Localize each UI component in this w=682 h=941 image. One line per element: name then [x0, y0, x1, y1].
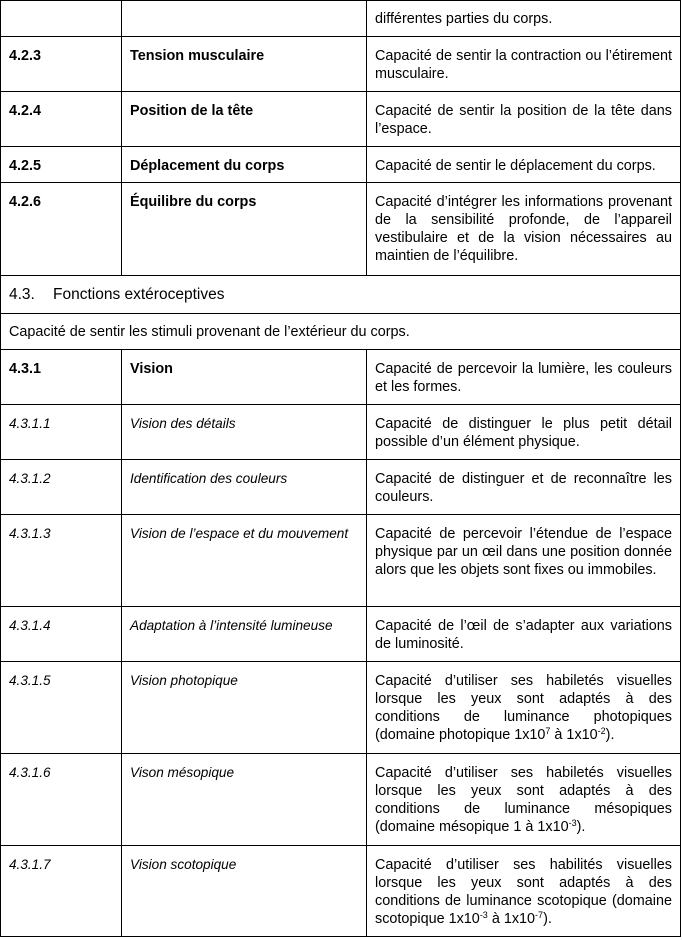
description-cell: Capacité de sentir la position de la tête dans l’espace.: [367, 92, 681, 147]
table-row: [1, 754, 681, 846]
table-row: [1, 183, 681, 276]
description-text: Capacité d’utiliser ses habilités visuelles lorsque les yeux sont adaptés à des conditions de luminance scotopique (domaine scotopique 1x10: [375, 857, 672, 927]
code-cell: 4.3.1.5: [1, 662, 122, 754]
description-cell: Capacité de percevoir la lumière, les couleurs et les formes.: [367, 350, 681, 405]
code-cell: [1, 1, 122, 37]
table-row: [1, 405, 681, 460]
table-row: [1, 92, 681, 147]
code-cell: 4.3.1.4: [1, 607, 122, 662]
description-text: ).: [605, 727, 615, 743]
table-row: [1, 662, 681, 754]
description-text: ).: [576, 819, 586, 835]
description-cell: Capacité de sentir le déplacement du corps.: [367, 147, 681, 183]
description-cell: Capacité de l’œil de s’adapter aux variations de luminosité.: [367, 607, 681, 662]
name-cell: Vision des détails: [122, 405, 367, 460]
section-heading: [1, 276, 681, 314]
name-cell: [122, 1, 367, 37]
description-cell: Capacité d’intégrer les informations provenant de la sensibilité profonde, de l’appareil vestibulaire et de la vision nécessaires au maintien de l’équilibre.: [367, 183, 681, 276]
code-cell: 4.3.1.3: [1, 515, 122, 607]
table-row: [1, 515, 681, 607]
description-text: Capacité d’utiliser ses habiletés visuelles lorsque les yeux sont adaptés à des conditions de luminance mésopiques (domaine mésopique 1 à 1x10: [375, 765, 672, 835]
name-cell: Identification des couleurs: [122, 460, 367, 515]
table-row: [1, 37, 681, 92]
name-cell: Tension musculaire: [122, 37, 367, 92]
code-cell: 4.2.5: [1, 147, 122, 183]
code-cell: 4.3.1.6: [1, 754, 122, 846]
code-cell: 4.3.1.1: [1, 405, 122, 460]
code-cell: 4.3.1.2: [1, 460, 122, 515]
name-cell: Position de la tête: [122, 92, 367, 147]
description-text: à 1x10: [487, 911, 536, 927]
section-intro-row: [1, 314, 681, 350]
table-row: [1, 460, 681, 515]
description-cell: [367, 754, 681, 846]
exponent: -3: [479, 910, 488, 920]
description-text: ).: [543, 911, 552, 927]
section-intro: Capacité de sentir les stimuli provenant de l’extérieur du corps.: [1, 314, 681, 350]
code-cell: 4.3.1: [1, 350, 122, 405]
table-row: [1, 1, 681, 37]
code-cell: 4.2.6: [1, 183, 122, 276]
name-cell: Vision scotopique: [122, 846, 367, 937]
description-cell: Capacité de distinguer et de reconnaître les couleurs.: [367, 460, 681, 515]
name-cell: Vision photopique: [122, 662, 367, 754]
name-cell: Déplacement du corps: [122, 147, 367, 183]
table-row: [1, 147, 681, 183]
section-number: 4.3.: [9, 286, 35, 303]
description-cell: différentes parties du corps.: [367, 1, 681, 37]
section-heading-row: [1, 276, 681, 314]
name-cell: Adaptation à l’intensité lumineuse: [122, 607, 367, 662]
description-text: à 1x10: [550, 727, 598, 743]
section-title: Fonctions extéroceptives: [53, 286, 225, 303]
description-cell: Capacité de percevoir l’étendue de l’espace physique par un œil dans une position donnée alors que les objets sont fixes ou immobiles.: [367, 515, 681, 607]
table-row: [1, 846, 681, 937]
exponent: 7: [545, 726, 551, 736]
table-row: [1, 350, 681, 405]
name-cell: Équilibre du corps: [122, 183, 367, 276]
exponent: -7: [535, 910, 544, 920]
name-cell: Vision de l’espace et du mouvement: [122, 515, 367, 607]
exponent: -3: [568, 818, 577, 828]
description-cell: Capacité de sentir la contraction ou l’étirement musculaire.: [367, 37, 681, 92]
description-cell: [367, 662, 681, 754]
code-cell: 4.2.3: [1, 37, 122, 92]
exponent: -2: [597, 726, 606, 736]
name-cell: Vison mésopique: [122, 754, 367, 846]
code-cell: 4.2.4: [1, 92, 122, 147]
description-cell: [367, 846, 681, 937]
name-cell: Vision: [122, 350, 367, 405]
description-text: Capacité d’utiliser ses habiletés visuelles lorsque les yeux sont adaptés à des conditions de luminance photopiques (domaine photopique 1x10: [375, 673, 672, 743]
table-row: [1, 607, 681, 662]
code-cell: 4.3.1.7: [1, 846, 122, 937]
description-cell: Capacité de distinguer le plus petit détail possible d’un élément physique.: [367, 405, 681, 460]
